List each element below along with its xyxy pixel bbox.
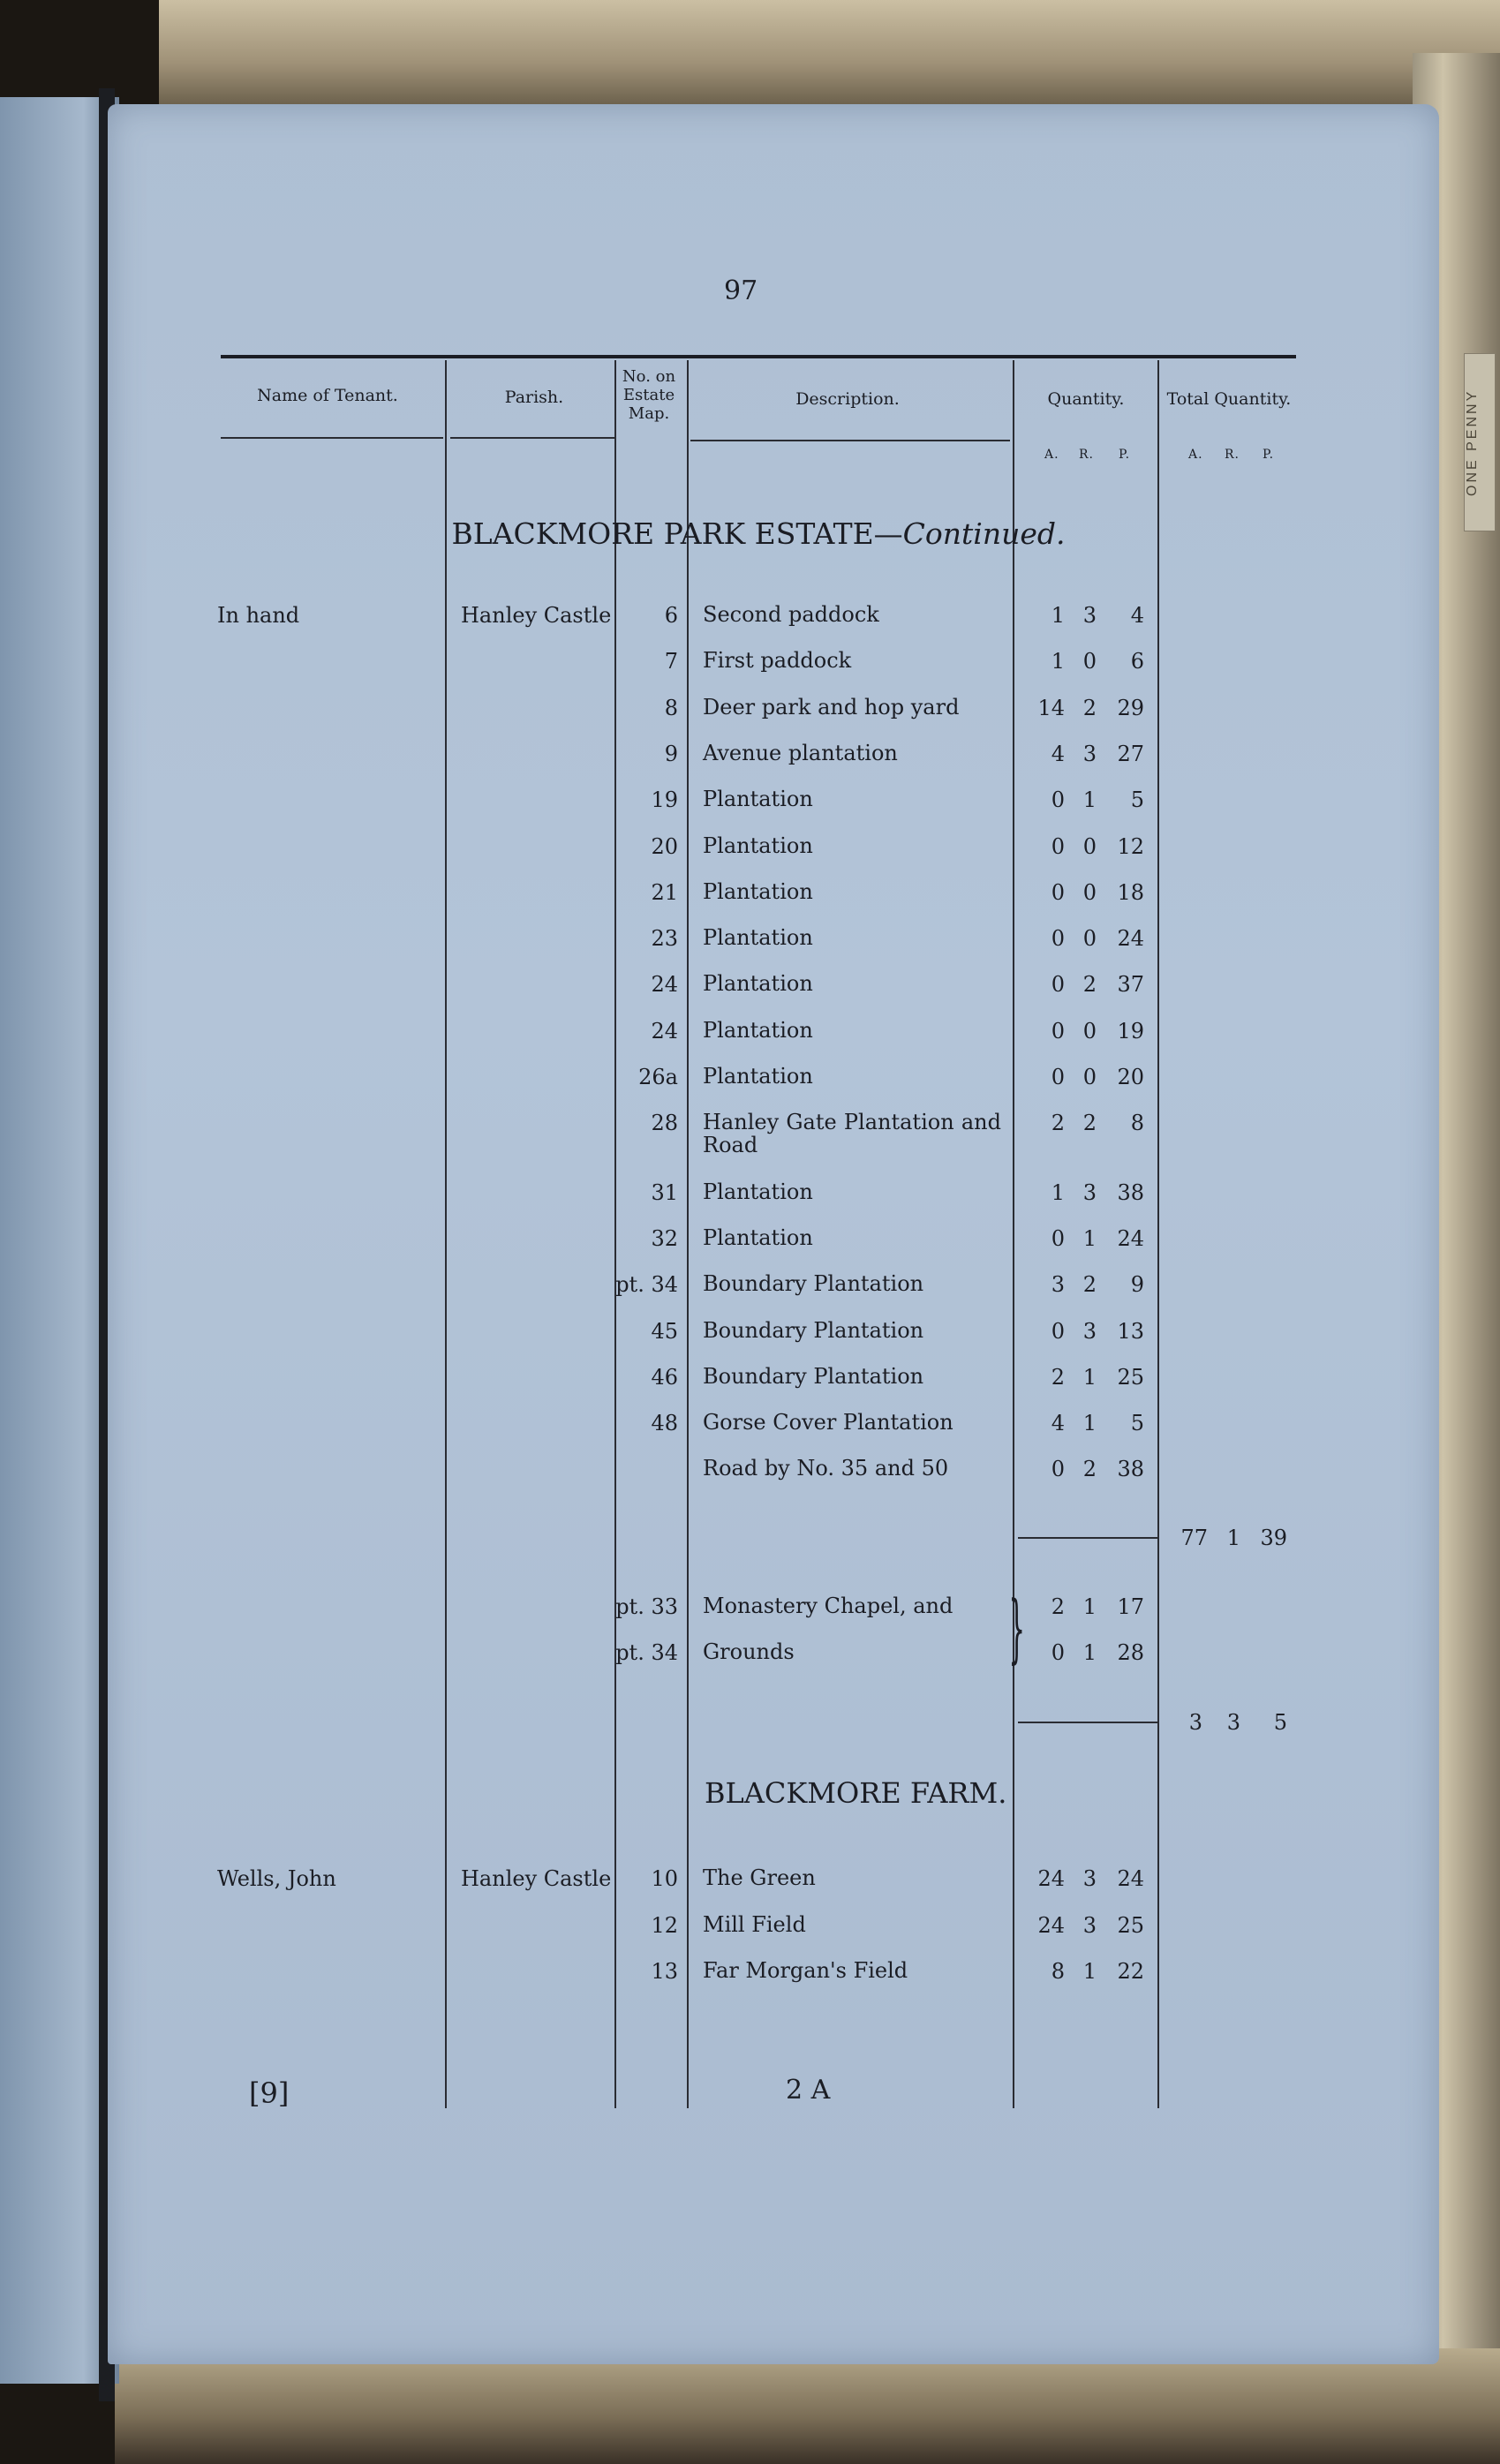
column-line-tenant bbox=[445, 360, 447, 2108]
row-roods: 0 bbox=[1082, 649, 1097, 674]
row-perches: 24 bbox=[1117, 1225, 1144, 1251]
row-description: Far Morgan's Field bbox=[703, 1958, 908, 1983]
row-perches: 27 bbox=[1117, 741, 1144, 766]
total1-a: 77 bbox=[1180, 1526, 1208, 1550]
header-tenant: Name of Tenant. bbox=[257, 386, 398, 405]
row-map-no: pt. 33 bbox=[615, 1594, 678, 1619]
row-tenant: In hand bbox=[217, 603, 300, 628]
row-acres: 0 bbox=[1051, 833, 1065, 859]
header-rule-parish bbox=[450, 437, 614, 439]
row-map-no: 7 bbox=[664, 649, 678, 674]
row-description: Boundary Plantation bbox=[703, 1271, 924, 1297]
row-roods: 0 bbox=[1082, 1065, 1097, 1089]
row-map-no: 12 bbox=[651, 1912, 678, 1938]
row-map-no: 45 bbox=[651, 1318, 678, 1344]
row-description: Hanley Gate Plantation and Road bbox=[703, 1110, 1001, 1158]
row-perches: 24 bbox=[1117, 1866, 1144, 1891]
row-perches: 37 bbox=[1117, 972, 1144, 998]
row-description: Grounds bbox=[703, 1639, 795, 1664]
row-acres: 1 bbox=[1051, 649, 1065, 674]
row-perches: 4 bbox=[1130, 603, 1144, 628]
row-roods: 0 bbox=[1082, 833, 1097, 859]
row-map-no: 31 bbox=[651, 1179, 678, 1205]
row-acres: 0 bbox=[1051, 1640, 1065, 1665]
header-rule-tenant bbox=[221, 437, 443, 439]
row-parish: Hanley Castle bbox=[461, 603, 612, 628]
row-acres: 0 bbox=[1051, 1457, 1065, 1482]
row-roods: 2 bbox=[1082, 1272, 1097, 1298]
row-roods: 3 bbox=[1082, 1318, 1097, 1344]
row-roods: 1 bbox=[1082, 1594, 1097, 1619]
section-title-continued: Continued. bbox=[902, 516, 1066, 551]
row-acres: 24 bbox=[1037, 1912, 1065, 1938]
row-acres: 8 bbox=[1051, 1959, 1065, 1984]
row-map-no: 19 bbox=[651, 787, 678, 813]
row-description: Road by No. 35 and 50 bbox=[703, 1456, 949, 1481]
total-units-r: R. bbox=[1225, 448, 1240, 462]
row-acres: 1 bbox=[1051, 1179, 1065, 1205]
row-parish: Hanley Castle bbox=[461, 1866, 612, 1891]
footer-sheet-mark: 2 A bbox=[786, 2075, 831, 2106]
row-perches: 5 bbox=[1130, 787, 1144, 813]
book-top-edge bbox=[159, 0, 1500, 106]
row-map-no: 6 bbox=[664, 603, 678, 628]
row-description: Plantation bbox=[703, 787, 813, 812]
header-total-quantity: Total Quantity. bbox=[1166, 389, 1292, 409]
units-r: R. bbox=[1079, 448, 1094, 462]
row-acres: 1 bbox=[1051, 603, 1065, 628]
row-perches: 22 bbox=[1117, 1959, 1144, 1984]
row-perches: 38 bbox=[1117, 1457, 1144, 1482]
row-perches: 9 bbox=[1130, 1272, 1144, 1298]
row-perches: 18 bbox=[1117, 879, 1144, 905]
row-roods: 2 bbox=[1082, 1457, 1097, 1482]
row-acres: 0 bbox=[1051, 879, 1065, 905]
row-acres: 4 bbox=[1051, 1411, 1065, 1436]
row-map-no: pt. 34 bbox=[615, 1640, 678, 1665]
row-roods: 1 bbox=[1082, 1364, 1097, 1390]
row-perches: 29 bbox=[1117, 695, 1144, 720]
row-map-no: 24 bbox=[651, 972, 678, 998]
row-description: Plantation bbox=[703, 1179, 813, 1204]
row-map-no: 28 bbox=[651, 1111, 678, 1136]
header-parish: Parish. bbox=[504, 388, 564, 407]
row-description: Boundary Plantation bbox=[703, 1317, 924, 1343]
row-roods: 0 bbox=[1082, 1018, 1097, 1044]
row-acres: 2 bbox=[1051, 1594, 1065, 1619]
row-roods: 1 bbox=[1082, 787, 1097, 813]
row-map-no: 20 bbox=[651, 833, 678, 859]
header-quantity: Quantity. bbox=[1047, 389, 1125, 409]
row-map-no: 48 bbox=[651, 1411, 678, 1436]
section-title-blackmore-park bbox=[221, 516, 1296, 551]
row-roods: 3 bbox=[1082, 741, 1097, 766]
row-perches: 25 bbox=[1117, 1364, 1144, 1390]
total1-p: 39 bbox=[1260, 1526, 1287, 1550]
row-tenant: Wells, John bbox=[217, 1866, 336, 1891]
row-perches: 13 bbox=[1117, 1318, 1144, 1344]
header-rule-description bbox=[690, 440, 1010, 441]
column-line-quantity bbox=[1157, 360, 1159, 2108]
row-acres: 0 bbox=[1051, 1318, 1065, 1344]
row-perches: 17 bbox=[1117, 1594, 1144, 1619]
section-title-blackmore-farm: BLACKMORE FARM. bbox=[705, 1776, 1007, 1810]
header-description: Description. bbox=[795, 389, 900, 409]
row-roods: 0 bbox=[1082, 926, 1097, 952]
row-roods: 3 bbox=[1082, 1866, 1097, 1891]
row-description: Plantation bbox=[703, 1224, 813, 1250]
grouping-brace: } bbox=[1008, 1585, 1026, 1671]
row-acres: 14 bbox=[1037, 695, 1065, 720]
row-description: Mill Field bbox=[703, 1911, 806, 1937]
total2-a: 3 bbox=[1188, 1710, 1202, 1735]
row-roods: 0 bbox=[1082, 879, 1097, 905]
side-stamp: ONE PENNY bbox=[1464, 353, 1496, 531]
row-map-no: 46 bbox=[651, 1364, 678, 1390]
row-description: Monastery Chapel, and bbox=[703, 1594, 954, 1618]
total-units-p: P. bbox=[1263, 448, 1275, 462]
row-roods: 3 bbox=[1082, 1179, 1097, 1205]
header-map-no: No. on Estate Map. bbox=[622, 367, 676, 423]
row-acres: 0 bbox=[1051, 926, 1065, 952]
row-perches: 24 bbox=[1117, 926, 1144, 952]
row-perches: 25 bbox=[1117, 1912, 1144, 1938]
row-acres: 0 bbox=[1051, 972, 1065, 998]
row-map-no: 13 bbox=[651, 1959, 678, 1984]
total-units-a: A. bbox=[1188, 448, 1203, 462]
row-acres: 2 bbox=[1051, 1111, 1065, 1136]
row-map-no: 32 bbox=[651, 1225, 678, 1251]
footer-signature-mark: [9] bbox=[249, 2076, 290, 2110]
row-map-no: 24 bbox=[651, 1018, 678, 1044]
row-description: Boundary Plantation bbox=[703, 1363, 924, 1389]
row-map-no: 9 bbox=[664, 741, 678, 766]
row-map-no: pt. 34 bbox=[615, 1272, 678, 1298]
row-description: Avenue plantation bbox=[703, 740, 898, 765]
row-acres: 0 bbox=[1051, 1225, 1065, 1251]
row-acres: 2 bbox=[1051, 1364, 1065, 1390]
total1-r: 1 bbox=[1226, 1526, 1240, 1550]
row-description: Plantation bbox=[703, 833, 813, 858]
row-acres: 24 bbox=[1037, 1866, 1065, 1891]
quantity-subtotal-rule-2 bbox=[1018, 1722, 1157, 1723]
row-acres: 0 bbox=[1051, 1065, 1065, 1089]
row-description: Gorse Cover Plantation bbox=[703, 1410, 954, 1435]
row-acres: 4 bbox=[1051, 741, 1065, 766]
row-perches: 6 bbox=[1130, 649, 1144, 674]
row-acres: 0 bbox=[1051, 787, 1065, 813]
row-map-no: 8 bbox=[664, 695, 678, 720]
row-map-no: 10 bbox=[651, 1866, 678, 1891]
row-description: Deer park and hop yard bbox=[703, 694, 960, 720]
row-description: Plantation bbox=[703, 925, 813, 951]
page-number: 97 bbox=[724, 275, 758, 306]
column-line-map bbox=[687, 360, 689, 2108]
row-description: First paddock bbox=[703, 648, 852, 674]
row-map-no: 23 bbox=[651, 926, 678, 952]
row-perches: 19 bbox=[1117, 1018, 1144, 1044]
row-roods: 1 bbox=[1082, 1640, 1097, 1665]
row-map-no: 21 bbox=[651, 879, 678, 905]
row-acres: 3 bbox=[1051, 1272, 1065, 1298]
row-description: The Green bbox=[703, 1865, 816, 1890]
row-roods: 1 bbox=[1082, 1959, 1097, 1984]
row-roods: 3 bbox=[1082, 1912, 1097, 1938]
header-top-rule bbox=[221, 355, 1296, 358]
row-description: Plantation bbox=[703, 1064, 813, 1089]
row-description: Plantation bbox=[703, 1017, 813, 1043]
total2-r: 3 bbox=[1226, 1710, 1240, 1735]
row-perches: 12 bbox=[1117, 833, 1144, 859]
row-roods: 2 bbox=[1082, 1111, 1097, 1136]
quantity-subtotal-rule-1 bbox=[1018, 1537, 1157, 1539]
row-roods: 2 bbox=[1082, 695, 1097, 720]
units-a: A. bbox=[1044, 448, 1059, 462]
row-perches: 38 bbox=[1117, 1179, 1144, 1205]
row-perches: 5 bbox=[1130, 1411, 1144, 1436]
row-description: Plantation bbox=[703, 971, 813, 997]
total2-p: 5 bbox=[1273, 1710, 1287, 1735]
row-roods: 2 bbox=[1082, 972, 1097, 998]
row-description: Plantation bbox=[703, 878, 813, 904]
row-roods: 1 bbox=[1082, 1411, 1097, 1436]
row-perches: 28 bbox=[1117, 1640, 1144, 1665]
row-perches: 8 bbox=[1130, 1111, 1144, 1136]
row-roods: 1 bbox=[1082, 1225, 1097, 1251]
book-bottom-edge bbox=[115, 2348, 1500, 2464]
row-map-no: 26a bbox=[638, 1065, 678, 1089]
column-line-description bbox=[1013, 360, 1014, 2108]
row-roods: 3 bbox=[1082, 603, 1097, 628]
row-acres: 0 bbox=[1051, 1018, 1065, 1044]
row-description: Second paddock bbox=[703, 602, 879, 627]
row-perches: 20 bbox=[1117, 1065, 1144, 1089]
section-title-main: BLACKMORE PARK ESTATE— bbox=[451, 516, 903, 551]
units-p: P. bbox=[1119, 448, 1131, 462]
